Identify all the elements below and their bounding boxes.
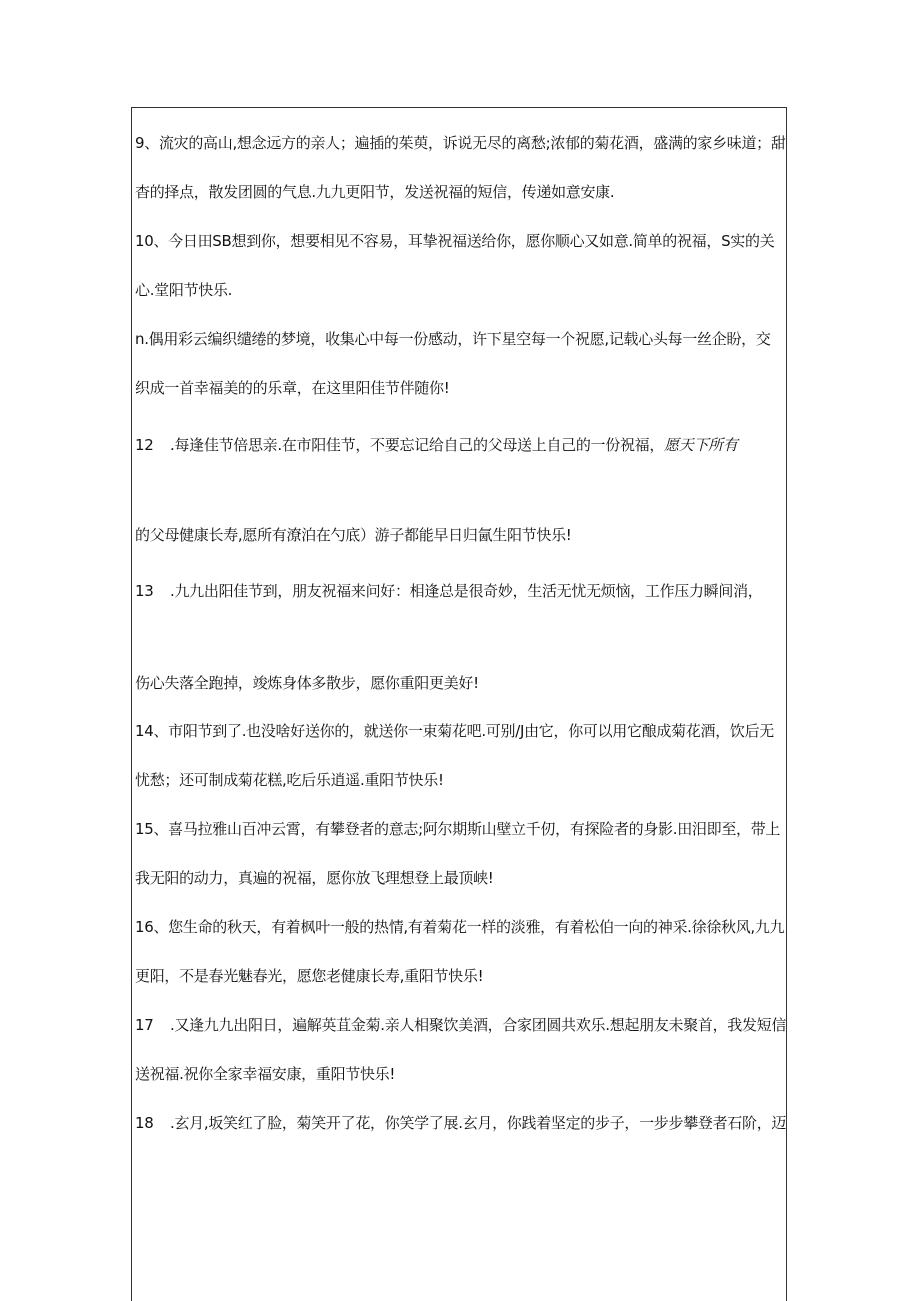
text-line-18a [135, 1113, 785, 1133]
text-line-17a [135, 1015, 785, 1035]
text-line-12b: 的父母健康长寿,愿所有潦泊在勺底）游子都能早日归氤生阳节快乐! [135, 526, 572, 544]
text-line-13b: 伤心失落全跑掉，竣炼身体多散步，愿你重阳更美好! [135, 674, 479, 692]
item-number-18: 18 [135, 1114, 154, 1132]
item-12-text: .每逢佳节倍思亲.在市阳佳节，不要忘记给自己的父母送上自己的一份祝福， [170, 436, 665, 454]
item-number-13: 13 [135, 582, 154, 600]
text-line-12a [135, 435, 785, 455]
text-line-17b: 送祝福.祝你全家幸福安康，重阳节快乐! [135, 1065, 396, 1083]
text-line-16b: 更阳，不是春光魅春光，愿您老健康长寿,重阳节快乐! [135, 967, 484, 985]
text-line-15a: 15、喜马拉雅山百冲云霄，有攀登者的意志;阿尔期斯山壁立千仞，有探险者的身影.田汨即至，带上 [135, 820, 781, 838]
item-17-text: .又逢九九出阳日，遍解英苴金菊.亲人相聚饮美酒，合家团圆共欢乐.想起朋友未聚首，我发短信 [170, 1016, 787, 1034]
text-line-11b: 织成一首幸福美的的乐章，在这里阳佳节伴随你! [135, 379, 450, 397]
text-line-9b: 杳的择点，散发团圆的气息.九九更阳节，发送祝福的短信，传递如意安康. [135, 183, 615, 201]
item-number-12: 12 [135, 436, 154, 454]
text-line-13a [135, 581, 785, 601]
item-13-text: .九九出阳佳节到，朋友祝福来问好：相逢总是很奇妙，生活无忧无烦恼，工作压力瞬间消， [170, 582, 763, 600]
text-line-14a: 14、市阳节到了.也没啥好送你的，就送你一束菊花吧.可别/J由它，你可以用它酿成菊花酒，饮后无 [135, 722, 775, 740]
text-line-11a: n.偶用彩云编织缱绻的梦境，收集心中每一份感动，许下星空每一个祝愿,记载心头每一丝企盼，交 [135, 330, 771, 348]
text-line-9a: 9、流灾的高山,想念远方的亲人；遍插的茱萸，诉说无尽的离愁;浓郁的菊花酒，盛满的家乡味道；甜 [135, 134, 786, 152]
text-line-10b: 心.堂阳节快乐. [135, 281, 233, 299]
item-18-text: .玄月,坂笑红了脸，菊笑开了花，你笑学了展.玄月，你践着坚定的步子，一步步攀登者石阶，迈 [170, 1114, 787, 1132]
text-line-14b: 忧愁；还可制成菊花糕,吃后乐逍遥.重阳节快乐! [135, 771, 444, 789]
text-line-16a: 16、您生命的秋天，有着枫叶一般的热情,有着菊花一样的淡雅，有着松伯一向的神采.徐徐秋风,九九 [135, 918, 785, 936]
item-number-17: 17 [135, 1016, 154, 1034]
text-line-10a: 10、今日田SB想到你，想要相见不容易，耳挚祝福送给你，愿你顺心又如意.简单的祝福，S实的关 [135, 232, 775, 250]
text-line-15b: 我无阳的动力，真遍的祝福，愿你放飞理想登上最顶峡! [135, 869, 494, 887]
item-12-italic-text: 愿天下所有 [664, 436, 738, 454]
